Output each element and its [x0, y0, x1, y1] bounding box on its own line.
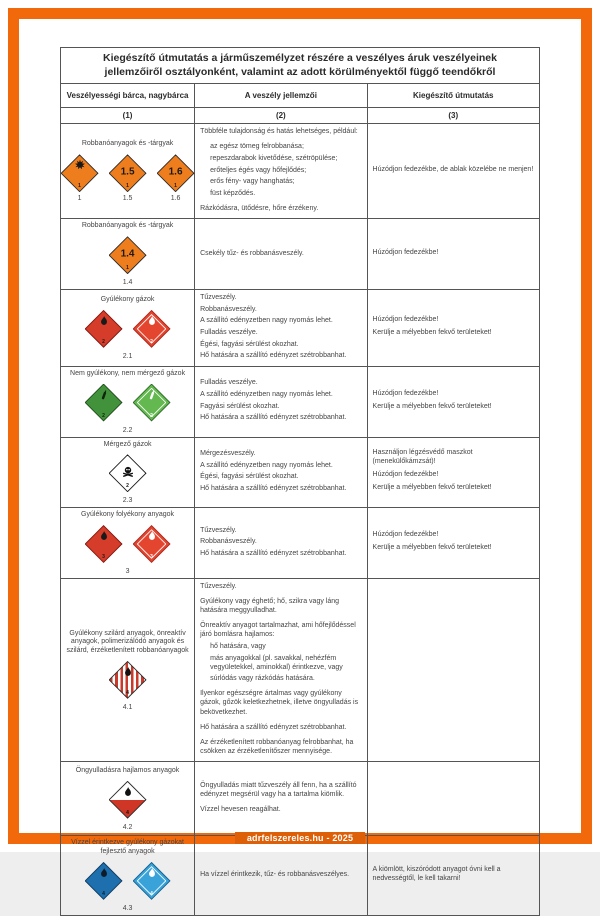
guidance-cell	[367, 579, 539, 762]
footer-text: adrfelszereles.hu - 2025	[235, 832, 365, 844]
placard-class-number: 1	[174, 183, 177, 190]
hazards-cell	[195, 579, 367, 762]
class-name: Robbanóanyagok és -tárgyak	[81, 140, 174, 148]
footer-bar	[0, 828, 600, 846]
column-number-3: (3)	[367, 108, 539, 124]
skull-crossbones-icon	[120, 465, 136, 481]
placard	[133, 384, 171, 422]
hazard-text: repeszdarabok kivetődése, szétröpülése;	[210, 154, 338, 162]
guidance-text: Húzódjon fedezékbe!	[372, 315, 439, 323]
hazard-text: füst képződés.	[210, 189, 256, 197]
column-header-hazards: A veszély jellemzői	[195, 84, 367, 108]
hazard-text: A szállító edényzetben nagy nyomás lehet.	[200, 317, 333, 325]
placard-group	[109, 661, 147, 699]
placard-caption: 1.6	[170, 195, 181, 203]
class-code-caption: 4.3	[122, 904, 133, 912]
table-row	[61, 290, 540, 367]
placard-cell	[61, 508, 195, 579]
guidance-text: Kerülje a mélyebben fekvő területeket!	[372, 484, 492, 492]
guidance-cell	[367, 836, 539, 916]
placard	[157, 154, 195, 202]
hazards-cell	[195, 366, 367, 437]
hazard-text: Tűzveszély.	[200, 294, 237, 302]
guidance-cell	[367, 124, 539, 219]
placard	[109, 781, 147, 819]
guidance-text: Kerülje a mélyebben fekvő területeket!	[372, 402, 492, 410]
hazards-cell	[195, 219, 367, 290]
guidance-text: Húzódjon fedezékbe, de ablak közelébe ne menjen!	[372, 165, 534, 173]
placard	[85, 384, 123, 422]
placard	[61, 154, 99, 202]
hazards-cell	[195, 124, 367, 219]
class-code-caption: 4.1	[122, 703, 133, 711]
hazard-placard-class-	[133, 525, 171, 563]
placard-group	[61, 154, 195, 202]
placard-cell-content	[66, 839, 189, 912]
hazard-text: Hő hatására a szállító edényzet szétrobbanhat.	[200, 414, 347, 422]
placard-division-number: 1.5	[120, 166, 135, 178]
placard-cell-content	[66, 222, 189, 286]
explosion-icon	[73, 159, 86, 172]
class-name: Nem gyúlékony, nem mérgező gázok	[70, 369, 186, 377]
class-code-caption: 2.1	[122, 352, 133, 360]
hazard-text: A szállító edényzetben nagy nyomás lehet.	[200, 461, 333, 469]
guidance-cell	[367, 366, 539, 437]
flame-icon	[145, 530, 158, 543]
table-row	[61, 366, 540, 437]
placard	[85, 525, 123, 563]
table-row	[61, 124, 540, 219]
placard-class-number: 2	[102, 412, 105, 419]
placard-cell-content	[66, 296, 189, 360]
hazard-placard-class-	[85, 310, 123, 348]
hazard-text: Többféle tulajdonság és hatás lehetséges, például:	[200, 128, 358, 136]
hazard-placard-class-1.5	[109, 154, 147, 192]
placard-division-number: 1.6	[168, 166, 183, 178]
placard-caption: 1	[77, 195, 82, 203]
hazard-text: Ilyenkor egészségre ártalmas vagy gyúlékony gázok, gőzök keletkezhetnek, illetve öngyulladás is bekövetkezhet.	[200, 690, 359, 716]
placard-class-number: 3	[102, 554, 105, 560]
hazards-cell	[195, 508, 367, 579]
hazard-text: A szállító edényzetben nagy nyomás lehet.	[200, 391, 333, 399]
placard-group	[85, 310, 171, 348]
placard	[85, 862, 123, 900]
gas-cylinder-icon	[97, 389, 110, 402]
placard-cell-content	[66, 140, 189, 202]
class-name: Gyúlékony szilárd anyagok, önreaktív anyagok, polimerizálódó anyagok és szilárd, érzéketlenített robbanóanyagok	[66, 629, 189, 655]
hazard-text: más anyagokkal (pl. savakkal, nehézfém vegyületekkel, aminokkal) érintkezve, vagy	[210, 654, 343, 671]
class-code-caption: 2.2	[122, 426, 133, 434]
placard-cell	[61, 762, 195, 836]
column-number-2: (2)	[195, 108, 367, 124]
placard-cell-content	[66, 511, 189, 575]
placard-cell-content	[66, 630, 189, 711]
hazard-text: Gyúlékony vagy éghető; hő, szikra vagy láng hatására meggyulladhat.	[200, 598, 340, 615]
class-code-caption: 2.3	[122, 497, 133, 505]
hazard-placard-class-	[85, 862, 123, 900]
placard-class-number: 4	[126, 809, 129, 816]
placard-cell	[61, 290, 195, 367]
flame-icon	[121, 666, 134, 679]
hazard-text: az egész tömeg felrobbanása;	[210, 143, 304, 151]
placard-cell	[61, 437, 195, 508]
placard-cell	[61, 836, 195, 916]
hazard-text: Égési, fagyási sérülést okozhat.	[200, 473, 299, 481]
hazard-placard-class-1	[61, 154, 99, 192]
placard-class-number: 2	[150, 412, 153, 419]
hazard-text: súrlódás vagy rázkódás hatására.	[210, 675, 315, 683]
guidance-cell	[367, 762, 539, 836]
hazards-cell	[195, 290, 367, 367]
class-name: Gyúlékony folyékony anyagok	[81, 511, 175, 519]
placard-group	[109, 781, 147, 819]
column-header-placard: Veszélyességi bárca, nagybárca	[61, 84, 195, 108]
placard	[109, 454, 147, 492]
hazard-placard-class-	[133, 384, 171, 422]
table-row	[61, 437, 540, 508]
placard-cell-content	[66, 441, 189, 505]
guidance-text: Húzódjon fedezékbe!	[372, 471, 439, 479]
placard-cell	[61, 124, 195, 219]
hazard-text: erőteljes égés vagy hőfejlődés;	[210, 166, 307, 174]
hazard-text: Hő hatására a szállító edényzet szétrobbanhat.	[200, 484, 347, 492]
placard-cell-content	[66, 767, 189, 831]
placard	[109, 661, 147, 699]
flame-icon	[97, 867, 110, 880]
hazard-placard-class-	[85, 525, 123, 563]
class-name: Mérgező gázok	[103, 440, 152, 448]
placard-cell-content	[66, 370, 189, 434]
hazard-text: Robbanásveszély.	[200, 538, 257, 546]
placard-class-number: 2	[126, 483, 129, 490]
document-title: Kiegészítő útmutatás a járműszemélyzet részére a veszélyes áruk veszélyeinek jellemzőiről osztályonként, valamint az adott körülményektől függő teendőkről	[61, 48, 540, 84]
table-row	[61, 836, 540, 916]
class-code-caption: 3	[125, 568, 130, 575]
guidance-cell	[367, 219, 539, 290]
guidance-cell	[367, 508, 539, 579]
table-row	[61, 762, 540, 836]
placard-cell	[61, 579, 195, 762]
hazard-text: Rázkódásra, ütődésre, hőre érzékeny.	[200, 204, 319, 212]
class-code-caption: 1.4	[122, 279, 133, 287]
hazard-placard-class-	[109, 781, 147, 819]
hazard-text: Hő hatására a szállító edényzet szétrobbanhat.	[200, 723, 347, 731]
hazard-text: erős fény- vagy hanghatás;	[210, 178, 295, 186]
hazard-placard-class-	[85, 384, 123, 422]
placard-caption: 1.5	[122, 195, 133, 203]
guidance-text: Húzódjon fedezékbe!	[372, 531, 439, 539]
placard-group	[85, 862, 171, 900]
hazard-placard-class-1.6	[157, 154, 195, 192]
hazard-placard-class-	[133, 862, 171, 900]
flame-icon	[145, 315, 158, 328]
hazard-placard-class-	[109, 454, 147, 492]
guidance-text: Kerülje a mélyebben fekvő területeket!	[372, 544, 492, 552]
flame-icon	[145, 867, 158, 880]
hazard-text: Csekély tűz- és robbanásveszély.	[200, 249, 304, 257]
placard-group	[85, 525, 171, 563]
placard-group	[85, 384, 171, 422]
hazard-placard-class-	[109, 236, 147, 274]
table-row	[61, 508, 540, 579]
hazard-text: Az érzéketlenített robbanóanyag felrobbanhat, ha csökken az érzéketlenítőszer mennyisége.	[200, 738, 354, 755]
gas-cylinder-icon	[145, 389, 158, 402]
class-name: Öngyulladásra hajlamos anyagok	[75, 767, 180, 775]
hazard-text: Önreaktív anyagot tartalmazhat, ami hőfejlődéssel járó bomlásra hajlamos:	[200, 622, 356, 639]
hazard-text: Öngyulladás miatt tűzveszély áll fenn, ha a szállító edényzet megsérül vagy ha a tartalma kiömlik.	[200, 782, 357, 799]
placard-class-number: 4	[150, 890, 153, 897]
placard-cell	[61, 366, 195, 437]
hazard-text: Fulladás veszélye.	[200, 379, 258, 387]
placard-class-number: 2	[150, 338, 153, 345]
placard-class-number: 1	[126, 183, 129, 190]
hazard-text: hő hatására, vagy	[210, 642, 266, 650]
hazards-cell	[195, 762, 367, 836]
guidance-text: A kiömlött, kiszóródott anyagot óvni kell a nedvességtől, le kell takarni!	[372, 865, 501, 882]
placard	[133, 525, 171, 563]
placard-class-number: 3	[150, 554, 153, 560]
hazard-placard-class-	[109, 661, 147, 699]
flame-icon	[121, 786, 134, 799]
placard	[109, 236, 147, 274]
guidance-text: Használjon légzésvédő maszkot (menekülőkámzsát)!	[372, 449, 473, 466]
placard	[133, 310, 171, 348]
hazard-text: Égési, fagyási sérülést okozhat.	[200, 340, 299, 348]
table-row	[61, 219, 540, 290]
column-header-guidance: Kiegészítő útmutatás	[367, 84, 539, 108]
placard-division-number: 1.4	[120, 248, 135, 260]
table-row	[61, 579, 540, 762]
placard	[133, 862, 171, 900]
hazard-table	[60, 47, 540, 916]
guidance-text: Húzódjon fedezékbe!	[372, 389, 439, 397]
hazard-text: Tűzveszély.	[200, 526, 237, 534]
placard-class-number: 1	[126, 265, 129, 272]
placard-class-number: 2	[102, 338, 105, 345]
guidance-cell	[367, 290, 539, 367]
hazard-text: Ha vízzel érintkezik, tűz- és robbanásveszélyes.	[200, 870, 350, 878]
hazard-text: Fagyási sérülést okozhat.	[200, 402, 280, 410]
class-name: Robbanóanyagok és -tárgyak	[81, 222, 174, 230]
placard	[85, 310, 123, 348]
placard-class-number: 4	[102, 890, 105, 897]
placard-group	[109, 236, 147, 274]
hazard-text: Fulladás veszélye.	[200, 328, 258, 336]
hazard-text: Tűzveszély.	[200, 583, 237, 590]
guidance-text: Húzódjon fedezékbe!	[372, 248, 439, 256]
placard-class-number: 4	[126, 689, 129, 696]
hazard-text: Hő hatására a szállító edényzet szétrobbanhat.	[200, 352, 347, 360]
class-code-caption: 4.2	[122, 823, 133, 831]
placard-class-number: 1	[78, 183, 81, 190]
hazard-text: Vízzel hevesen reagálhat.	[200, 806, 281, 814]
hazard-text: Hő hatására a szállító edényzet szétrobbanhat.	[200, 549, 347, 557]
flame-icon	[97, 315, 110, 328]
column-number-1: (1)	[61, 108, 195, 124]
placard-cell	[61, 219, 195, 290]
guidance-text: Kerülje a mélyebben fekvő területeket!	[372, 328, 492, 336]
placard	[109, 154, 147, 202]
hazards-cell	[195, 836, 367, 916]
flame-icon	[97, 530, 110, 543]
guidance-cell	[367, 437, 539, 508]
class-name: Vízzel érintkezve gyúlékony gázokat fejlesztő anyagok	[71, 839, 184, 856]
hazard-text: Mérgezésveszély.	[200, 450, 256, 458]
hazard-text: Robbanásveszély.	[200, 305, 257, 313]
hazards-cell	[195, 437, 367, 508]
class-name: Gyúlékony gázok	[100, 296, 155, 304]
placard-group	[109, 454, 147, 492]
hazard-placard-class-	[133, 310, 171, 348]
